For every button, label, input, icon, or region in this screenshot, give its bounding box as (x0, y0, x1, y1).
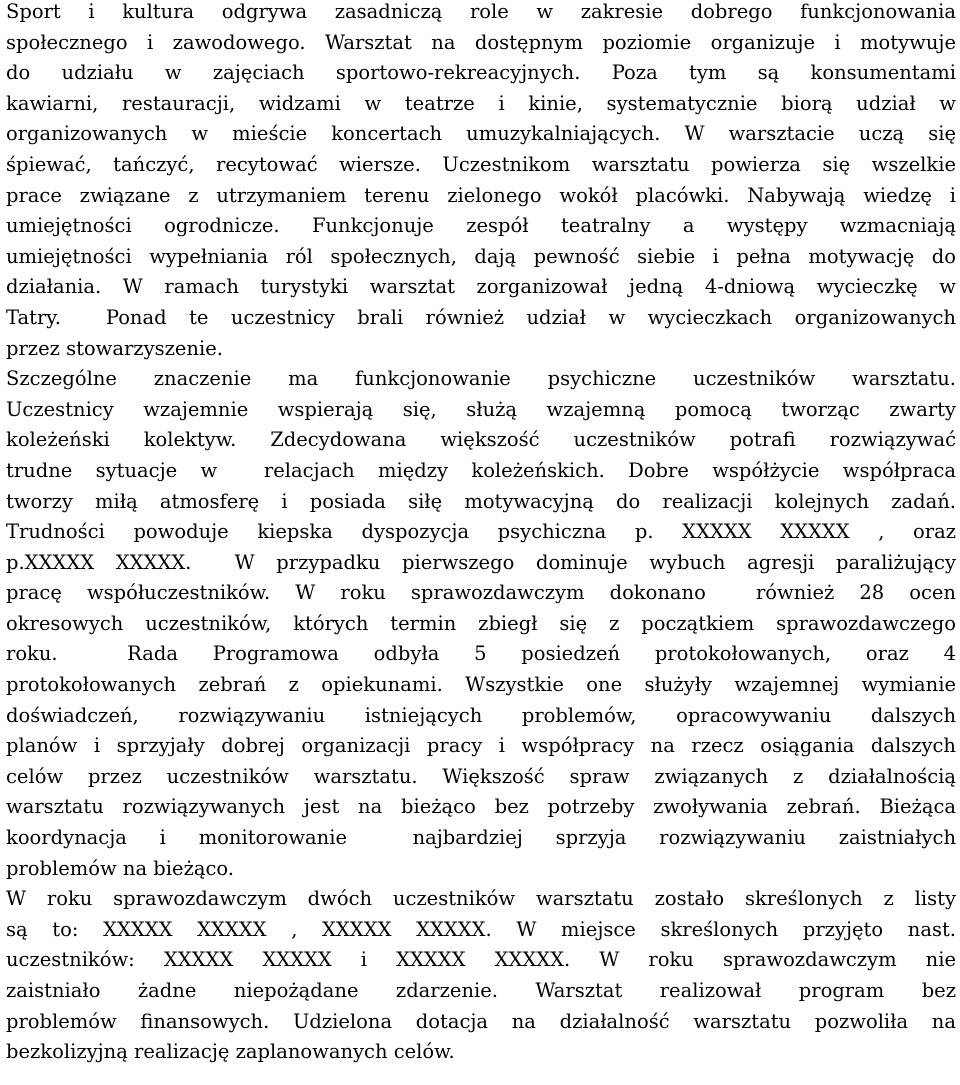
text-line: okresowych uczestników, których termin zbiegł się z początkiem sprawozdawczego (6, 611, 956, 635)
text-line: p.XXXXX XXXXX. W przypadku pierwszego dominuje wybuch agresji paraliżujący (6, 550, 956, 574)
text-line: Szczególne znaczenie ma funkcjonowanie psychiczne uczestników warsztatu. (6, 367, 956, 391)
text-line: koleżeński kolektyw. Zdecydowana większość uczestników potrafi rozwiązywać (6, 428, 956, 452)
text-line: protokołowanych zebrań z opiekunami. Wszystkie one służyły wzajemnej wymianie (6, 673, 956, 697)
text-line: koordynacja i monitorowanie najbardziej sprzyja rozwiązywaniu zaistniałych (6, 826, 956, 850)
text-line: bezkolizyjną realizację zaplanowanych celów. (6, 1040, 455, 1064)
text-line: społecznego i zawodowego. Warsztat na dostępnym poziomie organizuje i motywuje (6, 30, 956, 54)
text-line: problemów finansowych. Udzielona dotacja na działalność warsztatu pozwoliła na (6, 1009, 956, 1033)
text-line: przez stowarzyszenie. (6, 336, 223, 360)
text-line: do udziału w zajęciach sportowo-rekreacyjnych. Poza tym są konsumentami (6, 61, 956, 85)
text-line: Uczestnicy wzajemnie wspierają się, służą wzajemną pomocą tworząc zwarty (6, 397, 956, 421)
text-line: działania. W ramach turystyki warsztat zorganizował jedną 4-dniową wycieczkę w (6, 275, 956, 299)
text-line: uczestników: XXXXX XXXXX i XXXXX XXXXX. W roku sprawozdawczym nie (6, 948, 956, 972)
text-line: Trudności powoduje kiepska dyspozycja psychiczna p. XXXXX XXXXX , oraz (6, 520, 956, 544)
text-line: planów i sprzyjały dobrej organizacji pracy i współpracy na rzecz osiągania dalszych (6, 734, 956, 758)
text-line: Sport i kultura odgrywa zasadniczą role w zakresie dobrego funkcjonowania (6, 0, 956, 23)
text-line: umiejętności wypełniania ról społecznych, dają pewność siebie i pełna motywację do (6, 244, 956, 268)
text-line: śpiewać, tańczyć, recytować wiersze. Uczestnikom warsztatu powierza się wszelkie (6, 152, 956, 176)
text-line: umiejętności ogrodnicze. Funkcjonuje zespół teatralny a występy wzmacniają (6, 214, 956, 238)
text-line: doświadczeń, rozwiązywaniu istniejących problemów, opracowywaniu dalszych (6, 703, 956, 727)
text-line: zaistniało żadne niepożądane zdarzenie. Warsztat realizował program bez (6, 979, 956, 1002)
text-line: warsztatu rozwiązywanych jest na bieżąco bez potrzeby zwoływania zebrań. Bieżąca (6, 795, 956, 819)
text-line: organizowanych w mieście koncertach umuzykalniających. W warsztacie uczą się (6, 122, 956, 146)
text-line: roku. Rada Programowa odbyła 5 posiedzeń protokołowanych, oraz 4 (6, 642, 956, 666)
text-line: tworzy miłą atmosferę i posiada siłę motywacyjną do realizacji kolejnych zadań. (6, 489, 956, 513)
text-line: celów przez uczestników warsztatu. Większość spraw związanych z działalnością (6, 764, 956, 788)
text-line: Tatry. Ponad te uczestnicy brali również udział w wycieczkach organizowanych (6, 305, 956, 329)
text-line: problemów na bieżąco. (6, 856, 234, 880)
text-line: prace związane z utrzymaniem terenu zielonego wokół placówki. Nabywają wiedzę i (6, 183, 956, 207)
text-line: trudne sytuacje w relacjach między koleżeńskich. Dobre współżycie współpraca (6, 458, 956, 482)
text-line: kawiarni, restauracji, widzami w teatrze i kinie, systematycznie biorą udział w (6, 91, 956, 115)
text-line: W roku sprawozdawczym dwóch uczestników warsztatu zostało skreślonych z listy (6, 887, 956, 911)
text-line: są to: XXXXX XXXXX , XXXXX XXXXX. W miejsce skreślonych przyjęto nast. (6, 917, 956, 941)
text-line: pracę współuczestników. W roku sprawozdawczym dokonano również 28 ocen (6, 581, 956, 605)
